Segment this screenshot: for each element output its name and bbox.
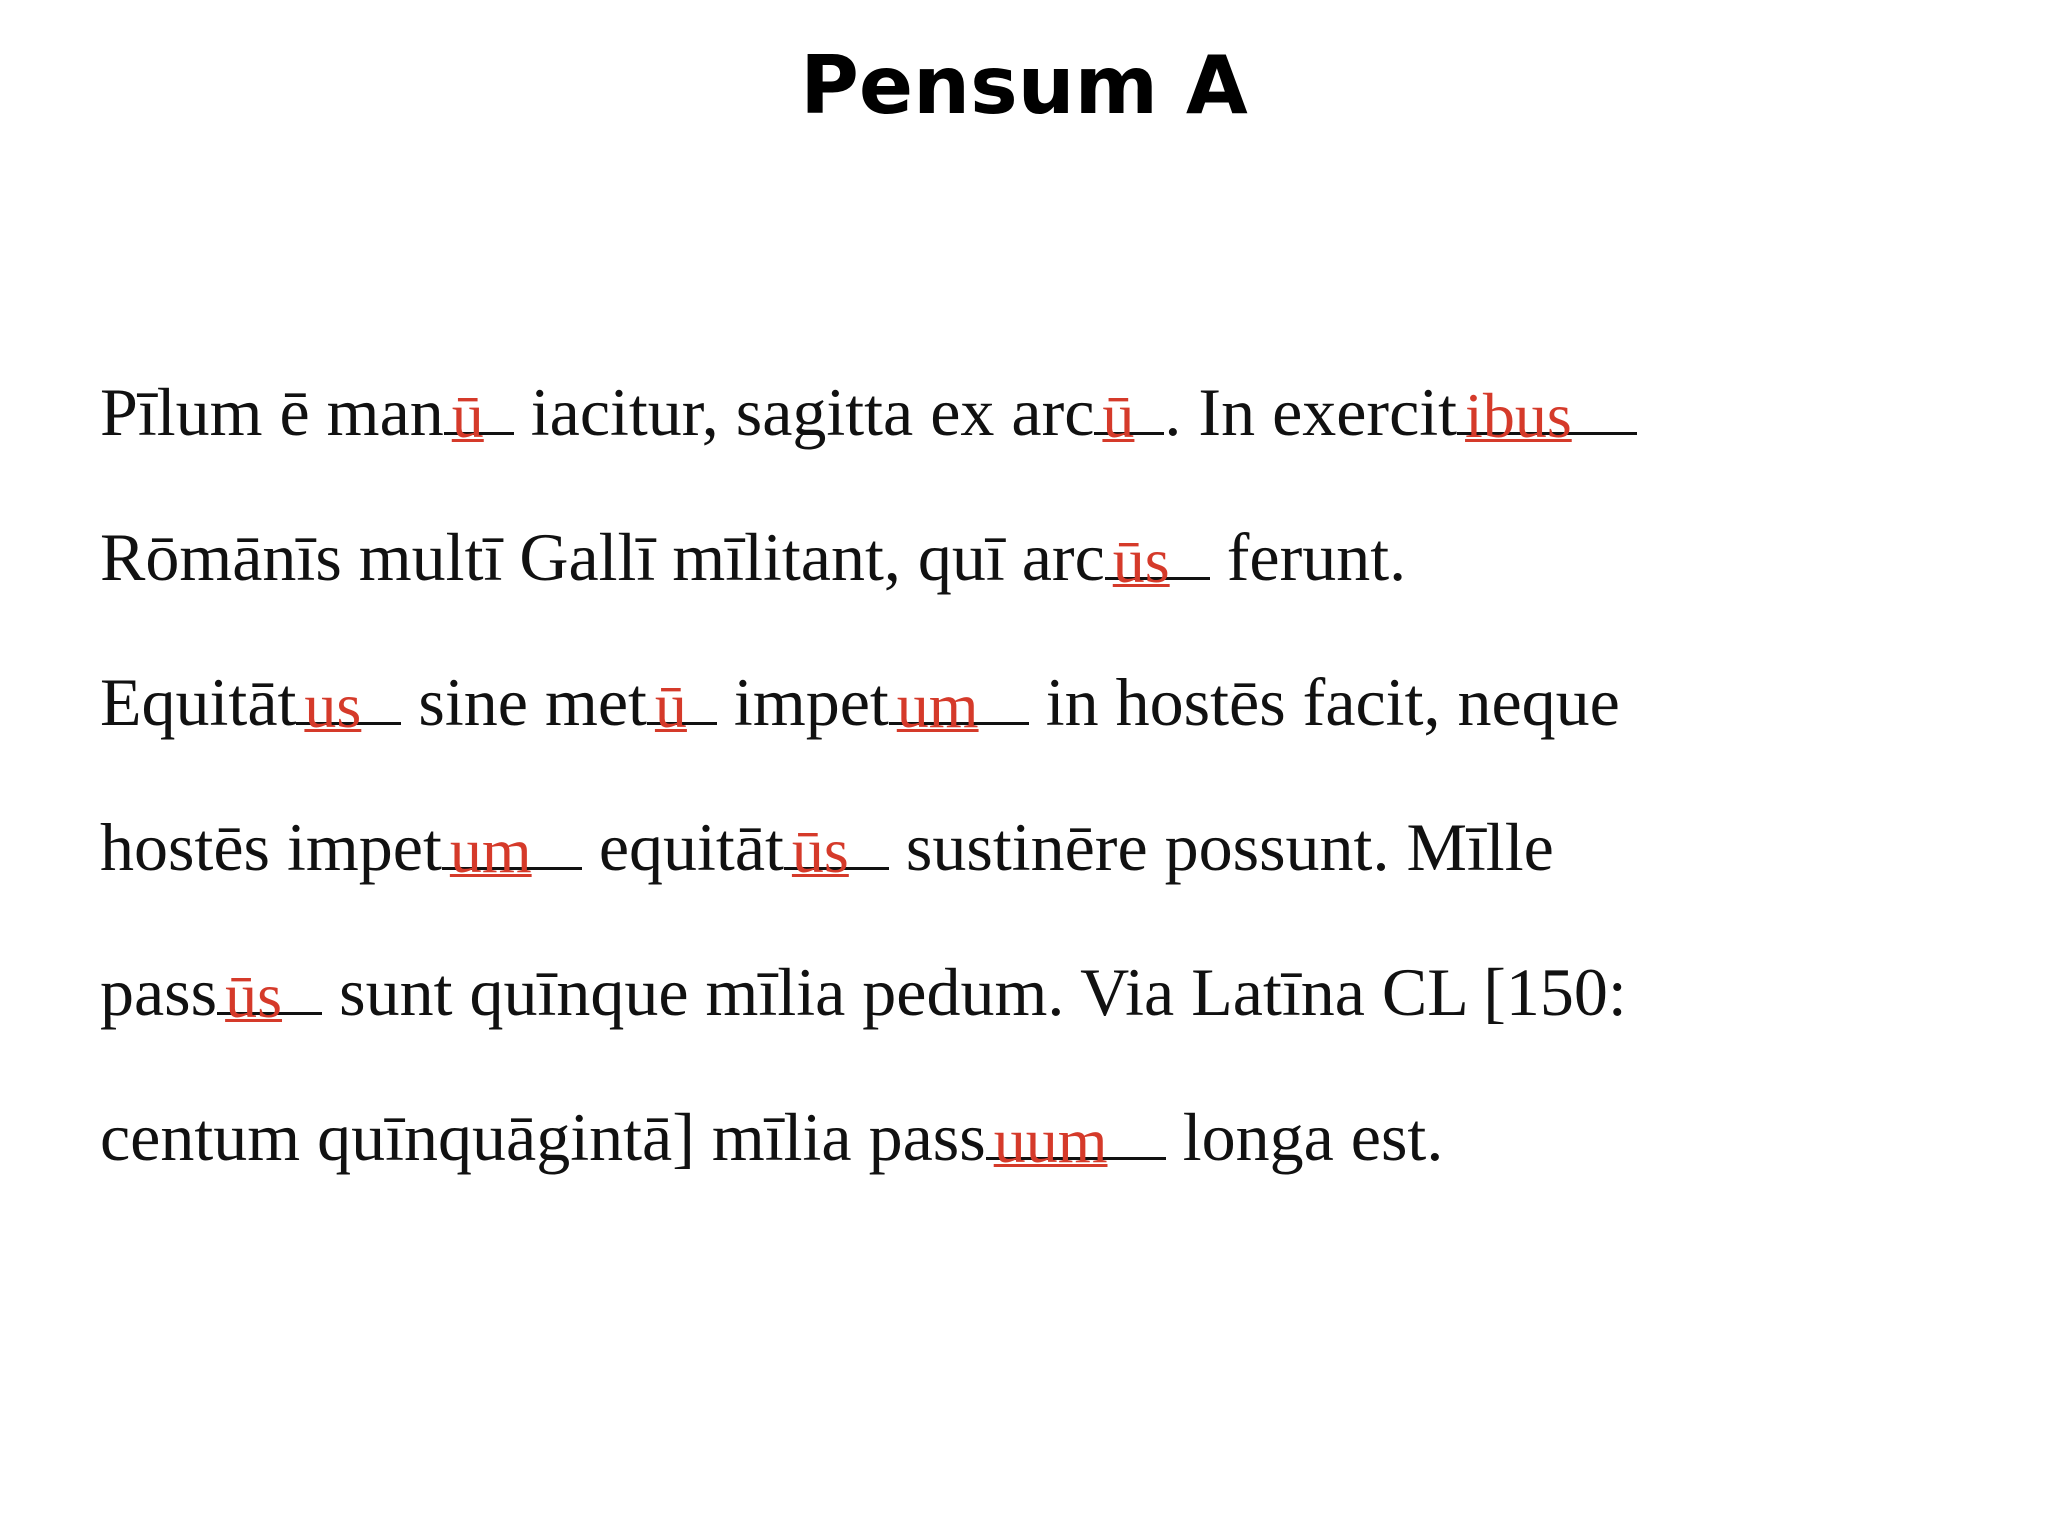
exercise-line-6 <box>100 1065 2020 1210</box>
exercise-line-3 <box>100 630 2020 775</box>
answer-text: ibus <box>1465 380 1572 451</box>
exercise-text <box>100 340 2020 1210</box>
text-segment: longa est. <box>1165 1099 1444 1175</box>
text-segment: Pīlum ē man <box>100 374 444 450</box>
answer-text: ūs <box>225 960 283 1031</box>
exercise-line-1 <box>100 340 2020 485</box>
answer-blank <box>217 952 322 1031</box>
text-segment: sunt quīnque mīlia pedum. Via Latīna CL [150: <box>322 954 1627 1030</box>
answer-text: ū <box>451 380 484 451</box>
text-segment: in hostēs facit, neque <box>1028 664 1620 740</box>
answer-blank <box>444 372 514 451</box>
text-segment: sustinēre possunt. Mīlle <box>888 809 1554 885</box>
answer-text: ū <box>1102 380 1135 451</box>
answer-blank <box>1105 517 1210 596</box>
text-segment: iacitur, sagitta ex arc <box>513 374 1095 450</box>
text-segment: . In exercit <box>1164 374 1458 450</box>
exercise-line-5 <box>100 920 2020 1065</box>
answer-blank <box>784 807 889 886</box>
answer-text: um <box>449 815 532 886</box>
text-segment: pass <box>100 954 218 1030</box>
answer-blank <box>442 807 582 886</box>
text-segment: hostēs impet <box>100 809 442 885</box>
exercise-line-4 <box>100 775 2020 920</box>
text-segment: Rōmānīs multī Gallī mīlitant, quī arc <box>100 519 1105 595</box>
answer-blank <box>296 662 401 741</box>
text-segment: sine met <box>401 664 647 740</box>
text-segment: Equitāt <box>100 664 297 740</box>
answer-text: ūs <box>791 815 849 886</box>
exercise-line-2 <box>100 485 2020 630</box>
answer-text: uum <box>993 1105 1108 1176</box>
answer-blank <box>986 1097 1166 1176</box>
answer-blank <box>647 662 717 741</box>
answer-text: ū <box>654 670 687 741</box>
text-segment: ferunt. <box>1209 519 1407 595</box>
answer-blank <box>1094 372 1164 451</box>
answer-text: um <box>896 670 979 741</box>
text-segment: equitāt <box>581 809 784 885</box>
answer-text: ūs <box>1112 525 1170 596</box>
text-segment: centum quīnquāgintā] mīlia pass <box>100 1099 986 1175</box>
answer-text: us <box>304 670 362 741</box>
answer-blank <box>1457 372 1637 451</box>
page-title: Pensum A <box>800 39 1248 132</box>
answer-blank <box>889 662 1029 741</box>
text-segment: impet <box>716 664 889 740</box>
